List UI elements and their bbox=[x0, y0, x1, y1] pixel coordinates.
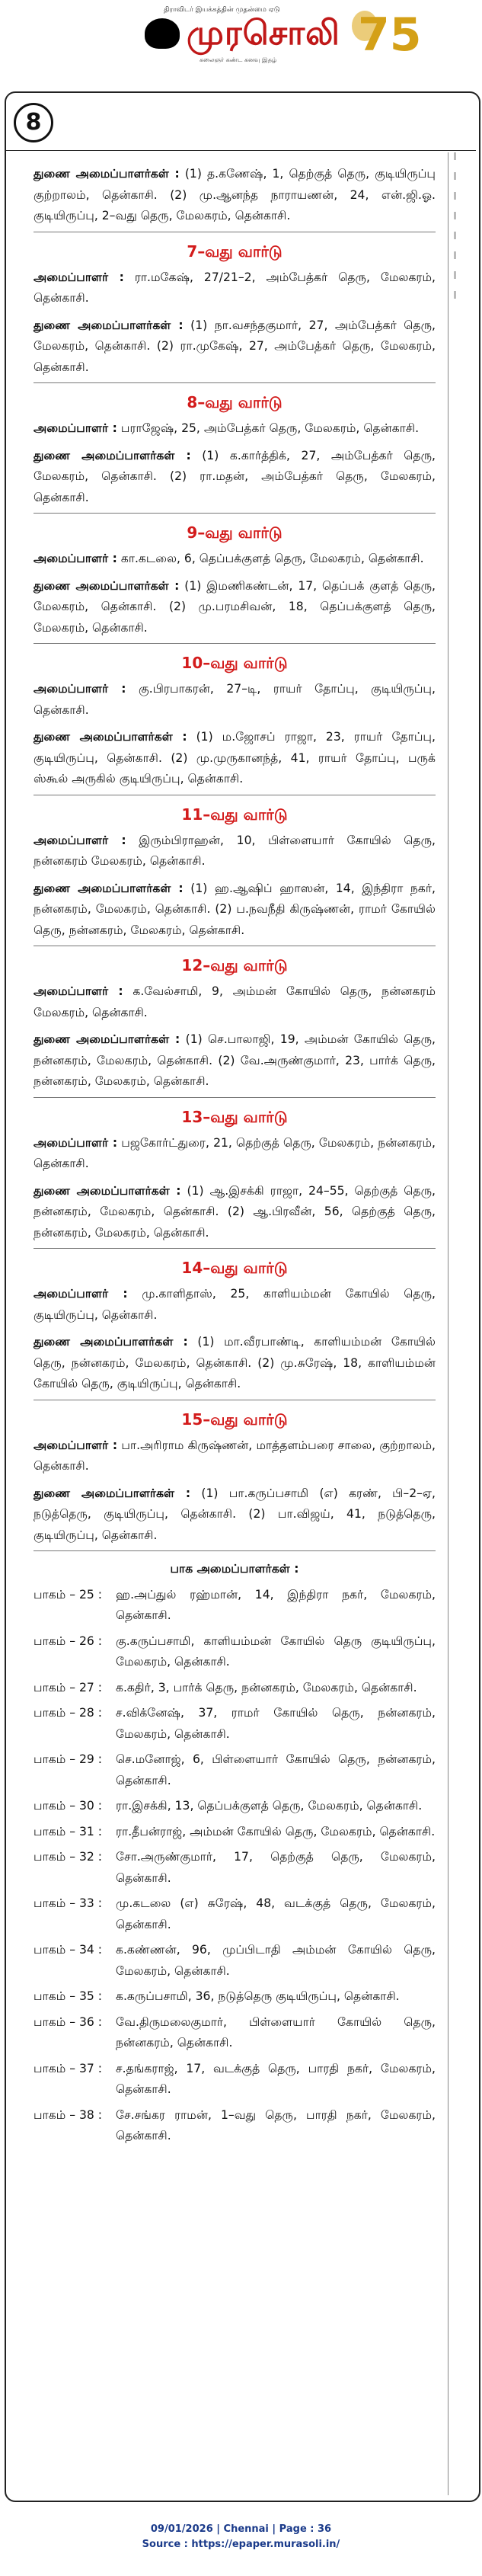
deputy-label: துணை அமைப்பாளர்கள் : bbox=[34, 881, 184, 895]
section-divider bbox=[34, 382, 436, 383]
organizer-label: அமைப்பாளர் : bbox=[34, 1287, 128, 1301]
deputy-paragraph bbox=[34, 878, 436, 942]
ward-section bbox=[34, 651, 436, 795]
booth-organizer: க.கண்ணன், 96, முப்பிடாதி அம்மன் கோயில் தெரு, மேலகரம், தென்காசி. bbox=[116, 1943, 436, 1978]
booth-row bbox=[34, 1631, 436, 1673]
booth-row bbox=[34, 2012, 436, 2054]
booth-organizer: க.கருப்பசாமி, 36, நடுத்தெரு குடியிருப்பு, தென்காசி. bbox=[116, 1989, 400, 2003]
masthead-subtitle: கலைஞர் கண்ட கனவு இதழ் bbox=[200, 56, 277, 63]
organizer-label: அமைப்பாளர் : bbox=[34, 682, 126, 696]
organizer-paragraph bbox=[34, 830, 436, 872]
ward-section bbox=[34, 803, 436, 947]
booth-number: பாகம் – 38 : bbox=[34, 2107, 103, 2122]
intro-paragraph bbox=[34, 164, 436, 227]
organizer-paragraph bbox=[34, 981, 436, 1023]
ward-section bbox=[34, 391, 436, 514]
deputy-label: துணை அமைப்பாளர்கள் : bbox=[34, 1183, 181, 1198]
deputy-paragraph bbox=[34, 1483, 436, 1547]
deputy-label: துணை அமைப்பாளர்கள் : bbox=[34, 578, 180, 593]
deputy-text: (1) பா.கருப்பசாமி (எ) கரண், பி–2–ஏ, நடுத்தெரு, குடியிருப்பு, தென்காசி. (2) பா.விஜய், 41, நடுத்தெரு, குடியிருப்பு, தென்காசி. bbox=[34, 1486, 436, 1542]
organizer-text: பஜகோர்ட்துரை, 21, தெற்குத் தெரு, மேலகரம், நன்னகரம், தென்காசி. bbox=[34, 1135, 436, 1170]
booth-heading: பாக அமைப்பாளர்கள் : bbox=[170, 1562, 299, 1576]
organizer-label: அமைப்பாளர் : bbox=[34, 833, 126, 847]
deputy-label: துணை அமைப்பாளர்கள் : bbox=[34, 1032, 180, 1046]
booth-number: பாகம் – 35 : bbox=[34, 1989, 103, 2003]
anniversary-logo: 75 bbox=[358, 8, 422, 62]
deputy-text: (1) க.கார்த்திக், 27, அம்பேத்கர் தெரு, மேலகரம், தென்காசி. (2) ரா.மதன், அம்பேத்கர் தெரு, மேலகரம், தென்காசி. bbox=[34, 448, 436, 504]
ward-title: 10–வது வார்டு bbox=[181, 654, 288, 672]
footer-source-line: Source : https://epaper.murasoli.in/ bbox=[142, 2539, 340, 2550]
ward-list bbox=[34, 240, 436, 1552]
deputy-text: (1) செ.பாலாஜி, 19, அம்மன் கோயில் தெரு, நன்னகரம், மேலகரம், தென்காசி. (2) வே.அருண்குமார், 23, பார்க் தெரு, நன்னகரம், மேலகரம், தென்காசி. bbox=[34, 1032, 436, 1088]
organizer-text: கு.பிரபாகரன், 27–டி, ராயர் தோப்பு, குடியிருப்பு, தென்காசி. bbox=[34, 682, 436, 717]
booth-organizer: ச.விக்னேஷ், 37, ராமர் கோயில் தெரு, நன்னகரம், மேலகரம், தென்காசி. bbox=[116, 1706, 436, 1741]
booth-row bbox=[34, 1986, 436, 2008]
organizer-paragraph bbox=[34, 1284, 436, 1326]
booth-number: பாகம் – 30 : bbox=[34, 1799, 103, 1813]
deputy-paragraph bbox=[34, 1332, 436, 1395]
booth-number: பாகம் – 32 : bbox=[34, 1850, 103, 1864]
ward-title: 11–வது வார்டு bbox=[181, 805, 288, 824]
deputy-label: துணை அமைப்பாளர்கள் : bbox=[34, 1486, 191, 1500]
ward-section bbox=[34, 1408, 436, 1552]
booth-number: பாகம் – 33 : bbox=[34, 1896, 103, 1910]
booth-number: பாகம் – 26 : bbox=[34, 1634, 103, 1648]
header-divider bbox=[6, 150, 476, 151]
booth-number: பாகம் – 34 : bbox=[34, 1943, 103, 1957]
deputy-paragraph bbox=[34, 576, 436, 639]
organizer-text: ரா.மகேஷ், 27/21–2, அம்பேத்கர் தெரு, மேலகரம், தென்காசி. bbox=[34, 270, 436, 305]
drum-logo-icon bbox=[145, 18, 180, 49]
page-number-badge: 8 bbox=[14, 103, 53, 142]
ward-title: 12–வது வார்டு bbox=[181, 956, 288, 974]
booth-organizer: கு.கருப்பசாமி, காளியம்மன் கோயில் தெரு குடியிருப்பு, மேலகரம், தென்காசி. bbox=[116, 1634, 436, 1669]
booth-organizer: வே.திருமலைகுமார், பிள்ளையார் கோயில் தெரு, நன்னகரம், தென்காசி. bbox=[116, 2014, 436, 2050]
organizer-label: அமைப்பாளர் : bbox=[34, 552, 117, 565]
ward-section bbox=[34, 240, 436, 384]
booth-organizer: ச.தங்கராஜ், 17, வடக்குத் தெரு, பாரதி நகர், மேலகரம், தென்காசி. bbox=[116, 2061, 436, 2096]
organizer-paragraph bbox=[34, 1435, 436, 1477]
ward-section bbox=[34, 1256, 436, 1400]
ward-title: 9–வது வார்டு bbox=[187, 523, 282, 542]
ward-title: 8–வது வார்டு bbox=[187, 393, 282, 411]
section-divider bbox=[34, 643, 436, 644]
deputy-paragraph bbox=[34, 727, 436, 790]
organizer-text: பா.அரிராம கிருஷ்ணன், மாத்தளம்பரை சாலை, குற்றாலம், தென்காசி. bbox=[34, 1438, 436, 1473]
ward-section bbox=[34, 954, 436, 1098]
booth-row bbox=[34, 1940, 436, 1982]
page-footer bbox=[0, 2522, 482, 2552]
ward-title: 15–வது வார்டு bbox=[181, 1410, 288, 1429]
ward-section bbox=[34, 521, 436, 644]
ward-title: 14–வது வார்டு bbox=[181, 1259, 288, 1277]
organizer-text: கா.கடலை, 6, தெப்பக்குளத் தெரு, மேலகரம், தென்காசி. bbox=[120, 552, 424, 565]
booth-organizer: க.கதிர், 3, பார்க் தெரு, நன்னகரம், மேலகரம், தென்காசி. bbox=[116, 1680, 417, 1694]
organizer-text: பராஜேஷ், 25, அம்பேத்கர் தெரு, மேலகரம், தென்காசி. bbox=[120, 421, 420, 435]
booth-row bbox=[34, 2105, 436, 2147]
section-divider bbox=[34, 1097, 436, 1098]
deputy-paragraph bbox=[34, 1029, 436, 1093]
adjacent-column-fragment bbox=[454, 152, 474, 2495]
organizer-text: க.வேல்சாமி, 9, அம்மன் கோயில் தெரு, நன்னகரம் மேலகரம், தென்காசி. bbox=[34, 984, 436, 1019]
booth-row bbox=[34, 1847, 436, 1889]
deputy-text: (1) நா.வசந்தகுமார், 27, அம்பேத்கர் தெரு, மேலகரம், தென்காசி. (2) ரா.முகேஷ், 27, அம்பேத்கர் தெரு, மேலகரம், தென்காசி. bbox=[34, 318, 436, 374]
deputy-paragraph bbox=[34, 315, 436, 379]
section-divider bbox=[34, 1248, 436, 1249]
footer-date-line: 09/01/2026 | Chennai | Page : 36 bbox=[150, 2523, 332, 2535]
deputy-paragraph bbox=[34, 446, 436, 509]
organizer-paragraph bbox=[34, 549, 436, 570]
ward-title: 7–வது வார்டு bbox=[187, 242, 282, 261]
deputy-text: (1) ஹ.ஆஷிப் ஹாஸன், 14, இந்திரா நகர், நன்னகரம், மேலகரம், தென்காசி. (2) ப.நவநீதி கிருஷ்ணன், ராமர் கோயில் தெரு, நன்னகரம், மேலகரம், தென்காசி. bbox=[34, 881, 436, 937]
organizer-label: அமைப்பாளர் : bbox=[34, 1438, 118, 1452]
deputy-text: (1) மா.வீரபாண்டி, காளியம்மன் கோயில் தெரு, நன்னகரம், மேலகரம், தென்காசி. (2) மு.சுரேஷ், 18, காளியம்மன் கோயில் தெரு, குடியிருப்பு, தென்காசி. bbox=[34, 1335, 436, 1390]
organizer-text: மு.காளிதாஸ், 25, காளியம்மன் கோயில் தெரு, குடியிருப்பு, தென்காசி. bbox=[34, 1287, 436, 1322]
booth-organizer: செ.மனோஜ், 6, பிள்ளையார் கோயில் தெரு, நன்னகரம், தென்காசி. bbox=[116, 1752, 436, 1787]
deputy-text: (1) ம.ஜோசப் ராஜா, 23, ராயர் தோப்பு, குடியிருப்பு, தென்காசி. (2) மு.முருகானந்த், 41, ராயர் தோப்பு, பருக் ஸ்கூல் அருகில் குடியிருப்பு, தென்காசி. bbox=[34, 730, 436, 786]
booth-row bbox=[34, 2059, 436, 2101]
article-body bbox=[34, 164, 436, 2152]
organizer-label: அமைப்பாளர் : bbox=[34, 1135, 118, 1150]
organizer-paragraph bbox=[34, 267, 436, 309]
booth-row bbox=[34, 1893, 436, 1935]
booth-list bbox=[34, 1585, 436, 2147]
deputy-label: துணை அமைப்பாளர்கள் : bbox=[34, 730, 187, 744]
deputy-text: (1) இமணிகண்டன், 17, தெப்பக் குளத் தெரு, மேலகரம், தென்காசி. (2) மு.பரமசிவன், 18, தெப்பக்குளத் தெரு, மேலகரம், தென்காசி. bbox=[34, 578, 436, 635]
booth-organizer: சே.சங்கர ராமன், 1–வது தெரு, பாரதி நகர், மேலகரம், தென்காசி. bbox=[116, 2107, 436, 2142]
ward-title: 13–வது வார்டு bbox=[181, 1107, 288, 1126]
booth-row bbox=[34, 1822, 436, 1843]
organizer-text: இரும்பிராஹன், 10, பிள்ளையார் கோயில் தெரு, நன்னகரம் மேலகரம், தென்காசி. bbox=[34, 833, 436, 868]
deputy-label: துணை அமைப்பாளர்கள் : bbox=[34, 318, 184, 332]
booth-number: பாகம் – 37 : bbox=[34, 2061, 103, 2075]
organizer-label: அமைப்பாளர் : bbox=[34, 270, 124, 284]
booth-row bbox=[34, 1749, 436, 1791]
intro-label: துணை அமைப்பாளர்கள் : bbox=[34, 167, 180, 181]
section-divider bbox=[34, 513, 436, 514]
booth-number: பாகம் – 28 : bbox=[34, 1706, 103, 1720]
intro-text: (1) த.கணேஷ், 1, தெற்குத் தெரு, குடியிருப்பு குற்றாலம், தென்காசி. (2) மு.ஆனந்த நாராயணன், 24, என்.ஜி.ஓ. குடியிருப்பு, 2–வது தெரு, மேலகரம், தென்காசி. bbox=[34, 167, 436, 222]
booth-organizer: சோ.அருண்குமார், 17, தெற்குத் தெரு, மேலகரம், தென்காசி. bbox=[116, 1850, 436, 1885]
booth-organizer: மு.கடலை (எ) சுரேஷ், 48, வடக்குத் தெரு, மேலகரம், தென்காசி. bbox=[116, 1896, 436, 1931]
booth-number: பாகம் – 36 : bbox=[34, 2014, 103, 2029]
organizer-paragraph bbox=[34, 679, 436, 721]
booth-number: பாகம் – 27 : bbox=[34, 1680, 103, 1694]
organizer-paragraph bbox=[34, 1133, 436, 1175]
booth-number: பாகம் – 29 : bbox=[34, 1752, 103, 1766]
booth-row bbox=[34, 1585, 436, 1627]
section-divider bbox=[34, 1550, 436, 1551]
masthead-tagline: திராவிடர் இயக்கத்தின் முதன்மை ஏடு bbox=[164, 6, 280, 14]
booth-organizer: ரா.இசக்கி, 13, தெப்பக்குளத் தெரு, மேலகரம், தென்காசி. bbox=[116, 1799, 423, 1813]
organizer-paragraph bbox=[34, 418, 436, 440]
deputy-label: துணை அமைப்பாளர்கள் : bbox=[34, 1335, 188, 1349]
booth-row bbox=[34, 1796, 436, 1817]
deputy-label: துணை அமைப்பாளர்கள் : bbox=[34, 448, 191, 462]
ward-section bbox=[34, 1106, 436, 1250]
booth-organizer: ரா.தீபன்ராஜ், அம்மன் கோயில் தெரு, மேலகரம், தென்காசி. bbox=[116, 1824, 436, 1838]
booth-number: பாகம் – 31 : bbox=[34, 1824, 103, 1838]
deputy-text: (1) ஆ.இசக்கி ராஜா, 24–55, தெற்குத் தெரு, நன்னகரம், மேலகரம், தென்காசி. (2) ஆ.பிரவீன், 56, தெற்குத் தெரு, நன்னகரம், மேலகரம், தென்காசி. bbox=[34, 1183, 436, 1240]
deputy-paragraph bbox=[34, 1181, 436, 1244]
organizer-label: அமைப்பாளர் : bbox=[34, 421, 117, 435]
newspaper-logo: முரசொலி bbox=[187, 14, 340, 53]
booth-number: பாகம் – 25 : bbox=[34, 1587, 103, 1602]
booth-row bbox=[34, 1703, 436, 1745]
booth-organizer: ஹ.அப்துல் ரஹ்மான், 14, இந்திரா நகர், மேலகரம், தென்காசி. bbox=[116, 1587, 436, 1622]
booth-row bbox=[34, 1678, 436, 1699]
masthead bbox=[0, 0, 482, 70]
organizer-label: அமைப்பாளர் : bbox=[34, 984, 123, 998]
